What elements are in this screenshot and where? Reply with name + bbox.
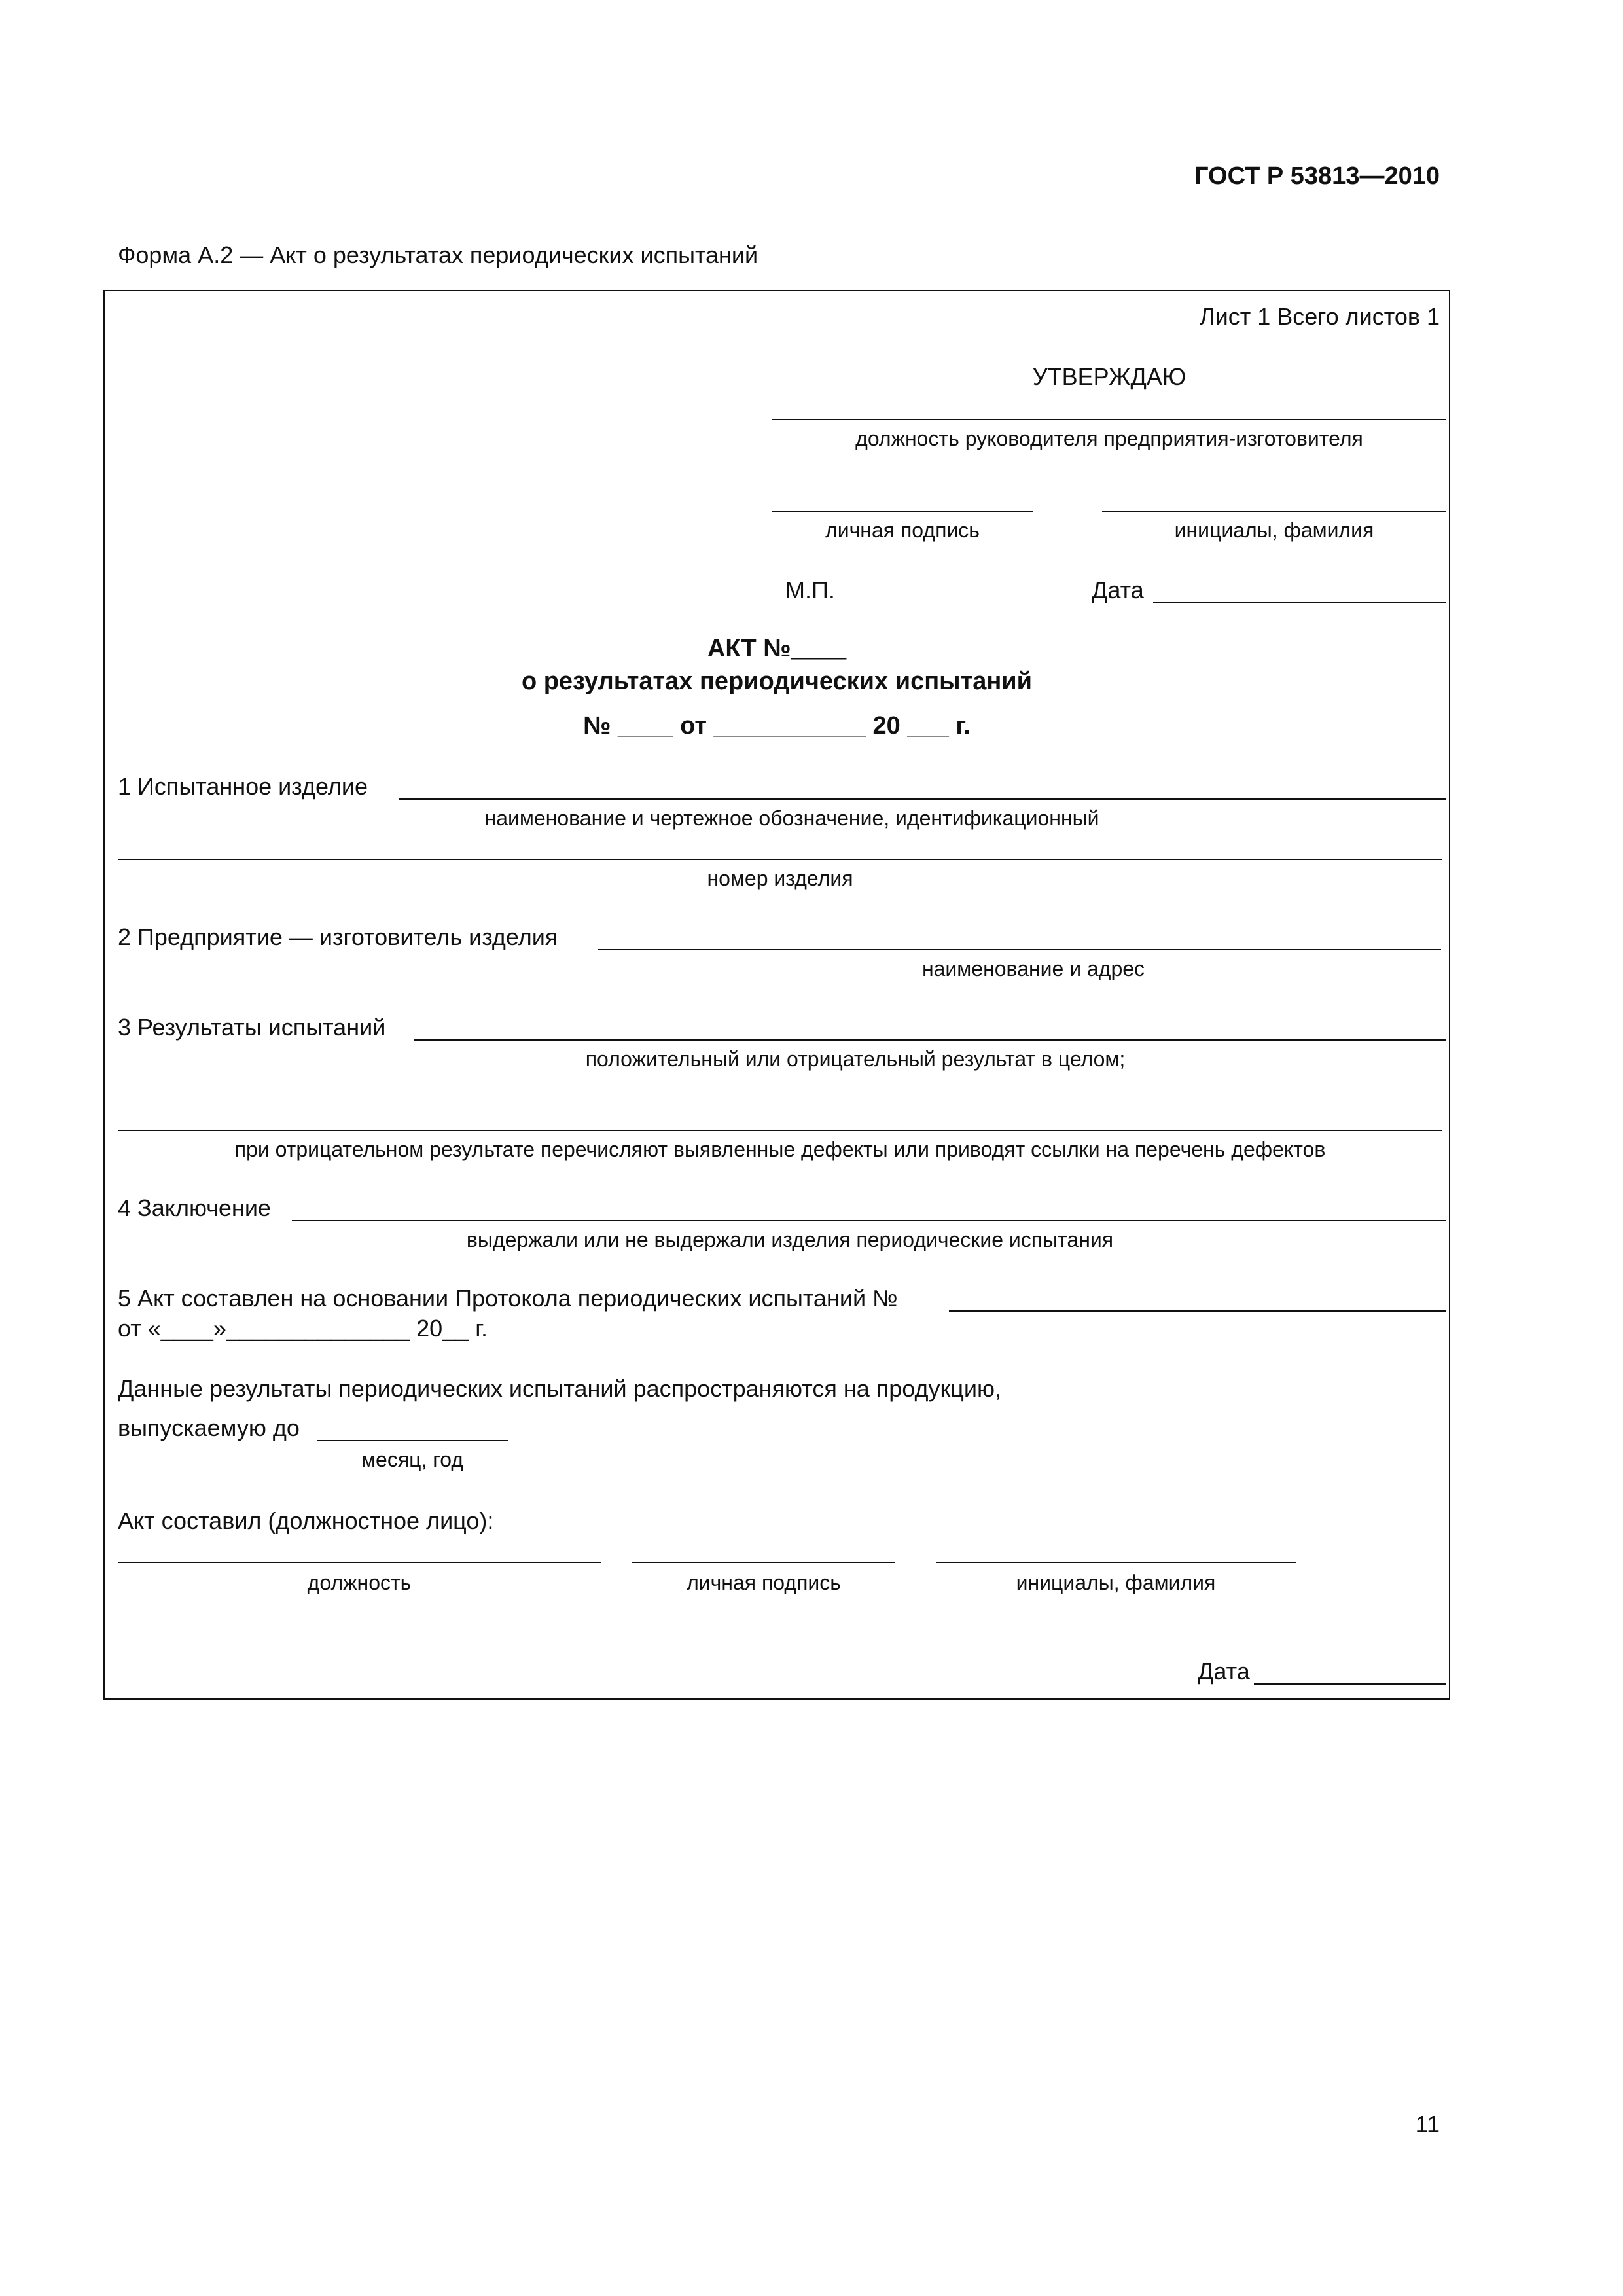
item1-line[interactable] <box>399 798 1446 800</box>
item5-label: 5 Акт составлен на основании Протокола периодических испытаний № <box>118 1285 898 1312</box>
item3-label: 3 Результаты испытаний <box>118 1014 386 1041</box>
item2-label: 2 Предприятие — изготовитель изделия <box>118 924 558 950</box>
compiled-name-line[interactable] <box>936 1562 1296 1563</box>
item5-line[interactable] <box>949 1310 1446 1312</box>
approve-date-line[interactable] <box>1153 602 1446 603</box>
released-line[interactable] <box>317 1440 508 1441</box>
approve-position-caption: должность руководителя предприятия-изготовителя <box>855 427 1363 450</box>
approve-signature-caption: личная подпись <box>825 518 980 542</box>
released-label: выпускаемую до <box>118 1414 300 1441</box>
item1-caption2: номер изделия <box>707 867 853 890</box>
item1-line2[interactable] <box>118 859 1442 860</box>
compiled-signature-line[interactable] <box>632 1562 895 1563</box>
item3-caption2: при отрицательном результате перечисляют выявленные дефекты или приводят ссылки на перечень дефектов <box>234 1138 1326 1161</box>
item3-caption1: положительный или отрицательный результат в целом; <box>585 1047 1126 1071</box>
compiled-by-label: Акт составил (должностное лицо): <box>118 1507 494 1534</box>
item2-caption: наименование и адрес <box>921 957 1145 980</box>
compiled-name-caption: инициалы, фамилия <box>1016 1571 1216 1594</box>
compiled-position-line[interactable] <box>118 1562 601 1563</box>
compiled-position-caption: должность <box>307 1571 412 1594</box>
item2-line[interactable] <box>598 949 1441 950</box>
act-subtitle: о результатах периодических испытаний <box>521 668 1033 695</box>
item4-label: 4 Заключение <box>118 1194 271 1221</box>
distribution-text: Данные результаты периодических испытаний распространяются на продукцию, <box>118 1375 1001 1402</box>
act-title: АКТ №____ <box>707 635 847 662</box>
page-number: 11 <box>1415 2111 1440 2138</box>
act-number-line: № ____ от ___________ 20 ___ г. <box>583 712 971 740</box>
approve-signature-line[interactable] <box>772 511 1033 512</box>
approve-heading: УТВЕРЖДАЮ <box>1032 363 1186 390</box>
item4-line[interactable] <box>292 1220 1446 1221</box>
released-caption: месяц, год <box>361 1448 463 1471</box>
item3-line[interactable] <box>414 1039 1446 1041</box>
approve-position-line[interactable] <box>772 419 1446 420</box>
item5-date: от «____»______________ 20__ г. <box>118 1315 488 1342</box>
stamp-label: М.П. <box>785 577 835 603</box>
form-caption: Форма А.2 — Акт о результатах периодических испытаний <box>118 242 758 268</box>
approve-name-line[interactable] <box>1102 511 1446 512</box>
approve-date-label: Дата <box>1092 577 1144 603</box>
compiled-signature-caption: личная подпись <box>687 1571 841 1594</box>
final-date-label: Дата <box>1198 1658 1250 1685</box>
item3-line2[interactable] <box>118 1130 1442 1131</box>
form-frame <box>103 290 1450 1700</box>
item1-label: 1 Испытанное изделие <box>118 773 368 800</box>
approve-name-caption: инициалы, фамилия <box>1174 518 1374 542</box>
item1-caption1: наименование и чертежное обозначение, идентификационный <box>484 806 1099 830</box>
sheet-info: Лист 1 Всего листов 1 <box>1199 303 1440 330</box>
item4-caption: выдержали или не выдержали изделия периодические испытания <box>466 1228 1114 1251</box>
standard-number: ГОСТ Р 53813—2010 <box>1194 162 1440 190</box>
final-date-line[interactable] <box>1254 1683 1446 1685</box>
